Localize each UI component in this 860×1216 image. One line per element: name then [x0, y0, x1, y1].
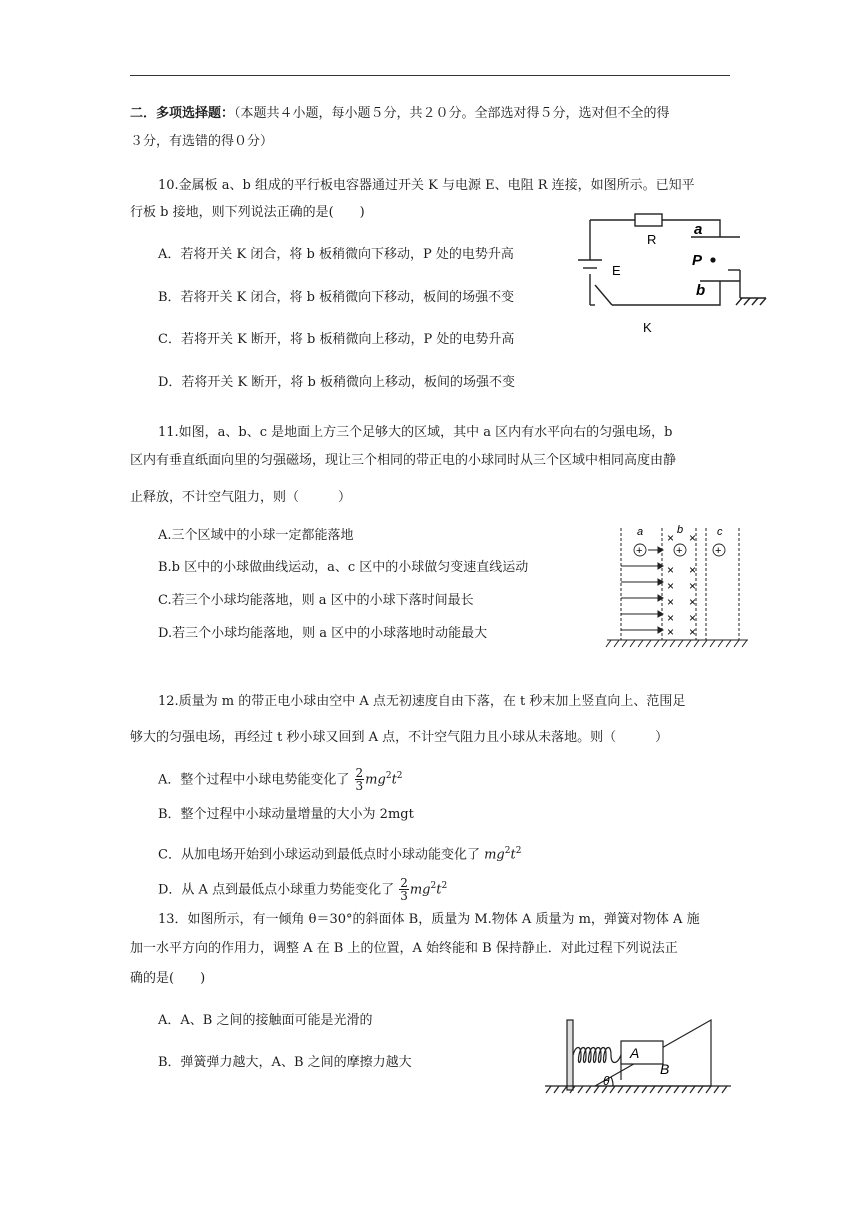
q13-label-A: A [630, 1045, 640, 1061]
q13-incline-figure [543, 1015, 733, 1100]
section-heading: 二．多项选择题： [130, 106, 235, 121]
exp: 2 [504, 846, 511, 856]
q10-circuit-figure [570, 205, 770, 340]
expr-mg: mg [409, 882, 431, 898]
q12-stem-line1: 12.质量为 m 的带正电小球由空中 A 点无初速度自由下落，在 t 秒末加上竖直向上、范围足 [158, 694, 686, 709]
q12-option-d-text: D．从 A 点到最低点小球重力势能变化了 [158, 882, 395, 898]
q11-stem-line3: 止释放，不计空气阻力，则（ ） [130, 490, 352, 505]
expr-mg: mg [365, 772, 386, 788]
header-rule [130, 75, 730, 76]
bfield-cross: × [667, 563, 675, 577]
bfield-cross: × [667, 531, 675, 545]
exp: 2 [430, 881, 437, 891]
q10-label-R: R [647, 232, 657, 247]
q10-option-b: B．若将开关 K 闭合，将 b 板稍微向下移动，板间的场强不变 [158, 290, 515, 305]
q12-option-c-text: C．从加电场开始到小球运动到最低点时小球动能变化了 [158, 847, 480, 863]
q11-option-b: B.b 区中的小球做曲线运动，a、c 区中的小球做匀变速直线运动 [158, 560, 529, 575]
fraction-den: 3 [400, 889, 408, 904]
q11-option-d: D.若三个小球均能落地，则 a 区中的小球落地时动能最大 [158, 626, 488, 641]
q11-field-figure [605, 520, 750, 650]
bfield-cross: × [667, 595, 675, 609]
q11-label-c: c [717, 526, 723, 538]
q10-option-c: C．若将开关 K 断开，将 b 板稍微向上移动，P 处的电势升高 [158, 332, 515, 347]
exp: 2 [385, 771, 392, 781]
q10-option-d: D．若将开关 K 断开，将 b 板稍微向上移动，板间的场强不变 [158, 375, 515, 390]
q11-stem-line2: 区内有垂直纸面向里的匀强磁场，现让三个相同的带正电的小球同时从三个区域中相同高度由静 [130, 453, 677, 468]
q10-label-E: E [612, 263, 621, 278]
efield-arrowhead [658, 547, 663, 553]
q13-stem-line3: 确的是( ) [130, 971, 206, 986]
q11-charge-a: + [636, 545, 643, 557]
exp: 2 [396, 771, 403, 781]
section-desc-line2: ３分，有选错的得０分） [130, 134, 274, 149]
q12-option-c [158, 842, 521, 864]
fraction-den: 3 [355, 779, 364, 794]
section-desc: （本题共４小题，每小题５分，共２０分。全部选对得５分，选对但不全的得 [234, 106, 670, 121]
q13-option-a: A．A、B 之间的接触面可能是光滑的 [158, 1013, 373, 1028]
expr-t: t [436, 882, 442, 898]
expr-t: t [510, 847, 516, 863]
q10-stem-line1: 10.金属板 a、b 组成的平行板电容器通过开关 K 与电源 E、电阻 R 连接，如图所示。已知平 [158, 178, 695, 193]
q13-option-b: B．弹簧弹力越大，A、B 之间的摩擦力越大 [158, 1055, 412, 1070]
expr-t: t [391, 772, 397, 788]
exp: 2 [515, 846, 522, 856]
q10-stem-line2: 行板 b 接地，则下列说法正确的是( ) [130, 205, 365, 220]
bfield-cross: × [689, 625, 697, 639]
q11-label-b: b [677, 524, 684, 536]
q10-label-a: a [694, 221, 703, 238]
q12-option-b: B．整个过程中小球动量增量的大小为 2mgt [158, 807, 414, 822]
q11-charge-b: + [676, 545, 683, 557]
exp: 2 [441, 881, 448, 891]
expr-mg: mg [484, 847, 505, 863]
q12-option-d [158, 871, 447, 905]
q11-charge-c: + [715, 545, 722, 557]
fraction-num: 2 [355, 766, 364, 781]
q13-label-B: B [660, 1061, 670, 1077]
q11-option-c: C.若三个小球均能落地，则 a 区中的小球下落时间最长 [158, 593, 474, 608]
fraction-two-thirds [399, 877, 409, 902]
q11-stem-line1: 11.如图，a、b、c 是地面上方三个足够大的区域，其中 a 区内有水平向右的匀强电场，b [158, 425, 673, 440]
bfield-cross: × [689, 563, 697, 577]
q11-option-a: A.三个区域中的小球一定都能落地 [158, 528, 354, 543]
q13-label-theta: θ [603, 1074, 610, 1088]
q13-stem-line1: 13．如图所示，有一倾角 θ＝30°的斜面体 B，质量为 M.物体 A 质量为 m，弹簧对物体 A 施 [158, 912, 700, 927]
q12-option-a [158, 761, 403, 795]
section-desc-line1 [130, 105, 670, 123]
q10-label-b: b [696, 282, 706, 299]
bfield-cross: × [667, 611, 675, 625]
efield-arrowhead [658, 611, 663, 617]
q10-label-K: K [643, 320, 652, 335]
fraction-num: 2 [400, 876, 408, 891]
bfield-cross: × [689, 595, 697, 609]
bfield-cross: × [667, 579, 675, 593]
q10-option-a: A．若将开关 K 闭合，将 b 板稍微向下移动，P 处的电势升高 [158, 247, 514, 262]
efield-arrowhead [658, 627, 663, 633]
q13-stem-line2: 加一水平方向的作用力，调整 A 在 B 上的位置，A 始终能和 B 保持静止．对此过程下列说法正 [130, 941, 678, 956]
q12-stem-line2: 够大的匀强电场，再经过 t 秒小球又回到 A 点，不计空气阻力且小球从未落地。则（ ） [130, 730, 669, 745]
bfield-cross: × [689, 531, 697, 545]
bfield-cross: × [689, 579, 697, 593]
q11-label-a: a [637, 526, 644, 538]
bfield-cross: × [689, 611, 697, 625]
q12-option-a-text: A．整个过程中小球电势能变化了 [158, 772, 350, 788]
q10-label-P: P [692, 252, 703, 269]
fraction-two-thirds [355, 767, 365, 792]
bfield-cross: × [667, 625, 675, 639]
